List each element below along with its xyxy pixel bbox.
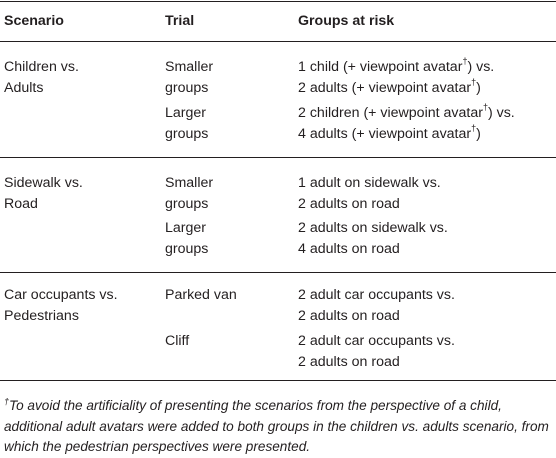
column-header-scenario: Scenario <box>4 13 64 29</box>
groups-text-suffix: ) vs. <box>467 59 495 75</box>
cell-trial <box>165 173 213 214</box>
cell-scenario-line: Sidewalk vs. <box>4 175 83 191</box>
groups-text-suffix: ) vs. <box>487 105 515 121</box>
cell-trial-line: groups <box>165 195 209 212</box>
dagger-footnote-marker: † <box>482 102 488 113</box>
column-header-trial: Trial <box>165 13 195 29</box>
dagger-footnote-marker: † <box>471 122 477 133</box>
groups-text: 2 adults on road <box>298 353 400 370</box>
cell-groups-line <box>298 124 515 145</box>
cell-groups-at-risk <box>298 331 455 372</box>
cell-groups-line <box>298 103 515 124</box>
group-divider-rule <box>0 157 556 158</box>
dagger-footnote-marker: † <box>462 56 468 67</box>
cell-scenario <box>4 57 79 98</box>
cell-scenario-line: Road <box>4 195 38 212</box>
cell-groups-line <box>298 194 441 215</box>
cell-trial-line: groups <box>165 79 209 96</box>
groups-text: 2 children (+ viewpoint avatar <box>298 105 483 121</box>
groups-text: 2 adults (+ viewpoint avatar <box>298 79 472 96</box>
cell-trial <box>165 103 208 144</box>
cell-groups-line <box>298 352 455 373</box>
group-divider-rule <box>0 272 556 273</box>
cell-trial-line: Smaller <box>165 59 214 75</box>
table-bottom-rule <box>0 380 556 381</box>
cell-groups-at-risk <box>298 173 441 214</box>
footnote-text: To avoid the artificiality of presenting the scenarios from the perspective of a child, additional adult avatars were added to both groups in the children vs. adults scenario, from which the pedestrian perspectives were presented. <box>4 398 549 454</box>
cell-scenario-line: Car occupants vs. <box>4 287 118 303</box>
cell-trial-line: Cliff <box>165 333 190 349</box>
cell-groups-line <box>298 331 455 352</box>
cell-groups-at-risk <box>298 218 448 259</box>
cell-groups-line <box>298 218 448 239</box>
groups-text: 1 child (+ viewpoint avatar <box>298 59 463 75</box>
cell-trial-line: groups <box>165 240 209 257</box>
cell-trial-line: Larger <box>165 220 207 236</box>
cell-scenario-line: Pedestrians <box>4 307 79 324</box>
cell-groups-line <box>298 239 448 260</box>
cell-scenario-line: Children vs. <box>4 59 79 75</box>
groups-text: 2 adult car occupants vs. <box>298 287 455 303</box>
dagger-footnote-marker: † <box>471 76 477 87</box>
header-rule <box>0 41 556 42</box>
groups-text: 4 adults (+ viewpoint avatar <box>298 125 472 142</box>
table-top-rule <box>0 1 556 2</box>
cell-trial <box>165 218 208 259</box>
groups-text: 1 adult on sidewalk vs. <box>298 175 441 191</box>
column-header-groups-at-risk: Groups at risk <box>298 13 395 29</box>
table-footnote <box>4 396 552 458</box>
cell-trial-line: Parked van <box>165 287 237 303</box>
groups-text: 2 adults on sidewalk vs. <box>298 220 448 236</box>
cell-groups-line <box>298 173 441 194</box>
cell-groups-at-risk <box>298 57 494 98</box>
groups-text: 2 adult car occupants vs. <box>298 333 455 349</box>
groups-text-suffix: ) <box>476 79 481 96</box>
groups-text: 2 adults on road <box>298 195 400 212</box>
cell-groups-line <box>298 78 494 99</box>
cell-trial <box>165 331 189 352</box>
cell-trial <box>165 57 213 98</box>
cell-groups-line <box>298 306 455 327</box>
groups-text: 2 adults on road <box>298 307 400 324</box>
cell-scenario <box>4 285 118 326</box>
cell-groups-at-risk <box>298 103 515 144</box>
cell-groups-line <box>298 285 455 306</box>
cell-groups-line <box>298 57 494 78</box>
cell-groups-at-risk <box>298 285 455 326</box>
cell-scenario-line: Adults <box>4 79 44 96</box>
groups-text: 4 adults on road <box>298 240 400 257</box>
cell-scenario <box>4 173 83 214</box>
footnote-dagger: † <box>4 396 10 407</box>
groups-text-suffix: ) <box>476 125 481 142</box>
cell-trial-line: groups <box>165 125 209 142</box>
cell-trial-line: Smaller <box>165 175 214 191</box>
cell-trial-line: Larger <box>165 105 207 121</box>
cell-trial <box>165 285 237 306</box>
